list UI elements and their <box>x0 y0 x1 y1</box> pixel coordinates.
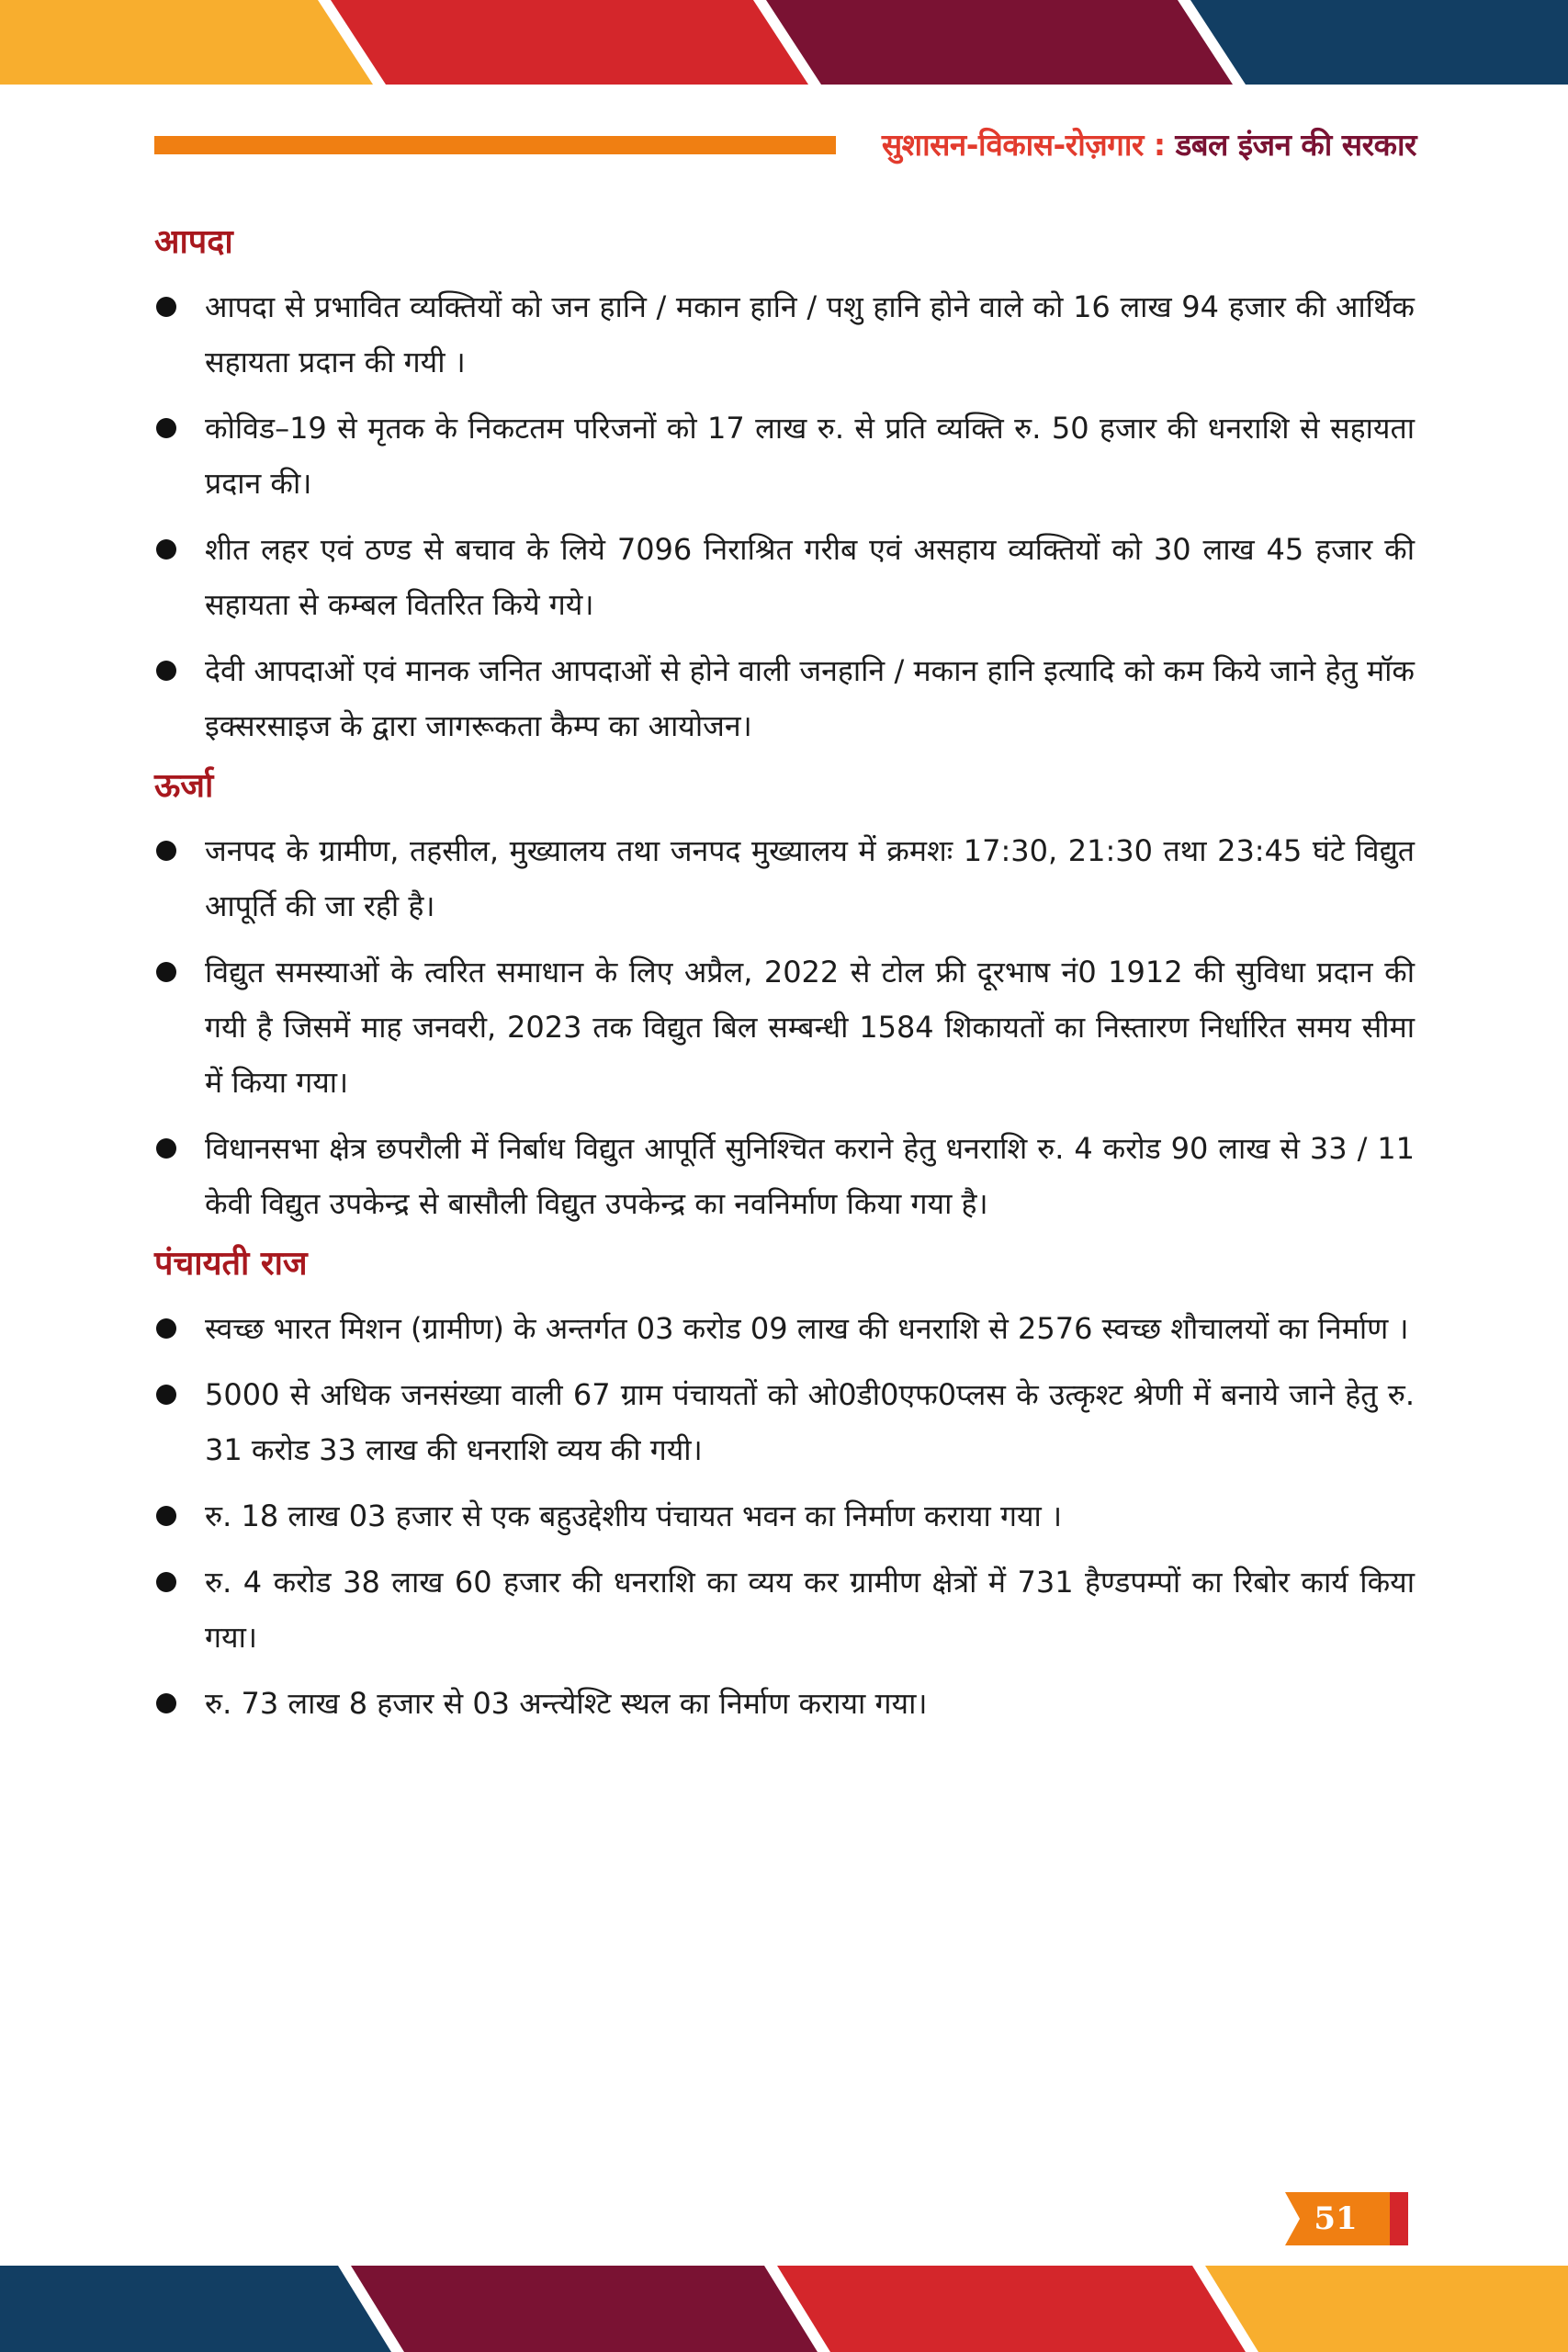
list-item: विधानसभा क्षेत्र छपरौली में निर्बाध विद्युत आपूर्ति सुनिश्चित कराने हेतु धनराशि रु. 4 करोड 90 लाख से 33 / 11 केवी विद्युत उपकेन्द्र से बासौली विद्युत उपकेन्द्र का नवनिर्माण किया गया है। <box>154 1121 1415 1231</box>
bullet-list <box>154 1301 1415 1731</box>
top-decorative-band <box>0 0 1568 85</box>
list-item: रु. 73 लाख 8 हजार से 03 अन्त्येश्टि स्थल का निर्माण कराया गया। <box>154 1676 1415 1731</box>
section-heading: आपदा <box>154 223 233 261</box>
page-content <box>154 220 1415 1742</box>
header-orange-bar <box>154 136 836 154</box>
list-item: कोविड–19 से मृतक के निकटतम परिजनों को 17 लाख रु. से प्रति व्यक्ति रु. 50 हजार की धनराशि से सहायता प्रदान की। <box>154 401 1415 511</box>
header-title-part1: सुशासन-विकास-रोज़गार : <box>881 127 1176 163</box>
list-item: रु. 4 करोड 38 लाख 60 हजार की धनराशि का व्यय कर ग्रामीण क्षेत्रों में 731 हैण्डपम्पों का रिबोर कार्य किया गया। <box>154 1555 1415 1665</box>
bullet-list <box>154 823 1415 1231</box>
section-panchayati-raj <box>154 1242 1415 1731</box>
section-heading: पंचायती राज <box>154 1245 308 1283</box>
list-item: स्वच्छ भारत मिशन (ग्रामीण) के अन्तर्गत 03 करोड 09 लाख की धनराशि से 2576 स्वच्छ शौचालयों का निर्माण । <box>154 1301 1415 1356</box>
section-urja <box>154 764 1415 1231</box>
list-item: रु. 18 लाख 03 हजार से एक बहुउद्देशीय पंचायत भवन का निर्माण कराया गया । <box>154 1488 1415 1544</box>
bottom-decorative-band <box>0 2266 1568 2352</box>
section-aapda <box>154 220 1415 753</box>
bullet-list <box>154 279 1415 753</box>
header-title-part2: डबल इंजन की सरकार <box>1175 127 1416 163</box>
list-item: आपदा से प्रभावित व्यक्तियों को जन हानि / मकान हानि / पशु हानि होने वाले को 16 लाख 94 हजार की आर्थिक सहायता प्रदान की गयी । <box>154 279 1415 390</box>
list-item: जनपद के ग्रामीण, तहसील, मुख्यालय तथा जनपद मुख्यालय में क्रमशः 17:30, 21:30 तथा 23:45 घंटे विद्युत आपूर्ति की जा रही है। <box>154 823 1415 933</box>
page-number: 51 <box>1314 2200 1358 2237</box>
running-header-title <box>856 118 1416 173</box>
list-item: शीत लहर एवं ठण्ड से बचाव के लिये 7096 निराश्रित गरीब एवं असहाय व्यक्तियों को 30 लाख 45 हजार की सहायता से कम्बल वितरित किये गये। <box>154 522 1415 632</box>
section-heading: ऊर्जा <box>154 767 214 805</box>
list-item: विद्युत समस्याओं के त्वरित समाधान के लिए अप्रैल, 2022 से टोल फ्री दूरभाष नं0 1912 की सुविधा प्रदान की गयी है जिसमें माह जनवरी, 2023 तक विद्युत बिल सम्बन्धी 1584 शिकायतों का निस्तारण निर्धारित समय सीमा में किया गया। <box>154 944 1415 1110</box>
list-item: 5000 से अधिक जनसंख्या वाली 67 ग्राम पंचायतों को ओ0डी0एफ0प्लस के उत्कृश्ट श्रेणी में बनाये जाने हेतु रु. 31 करोड 33 लाख की धनराशि व्यय की गयी। <box>154 1367 1415 1477</box>
list-item: देवी आपदाओं एवं मानक जनित आपदाओं से होने वाली जनहानि / मकान हानि इत्यादि को कम किये जाने हेतु मॉक इक्सरसाइज के द्वारा जागरूकता कैम्प का आयोजन। <box>154 643 1415 753</box>
